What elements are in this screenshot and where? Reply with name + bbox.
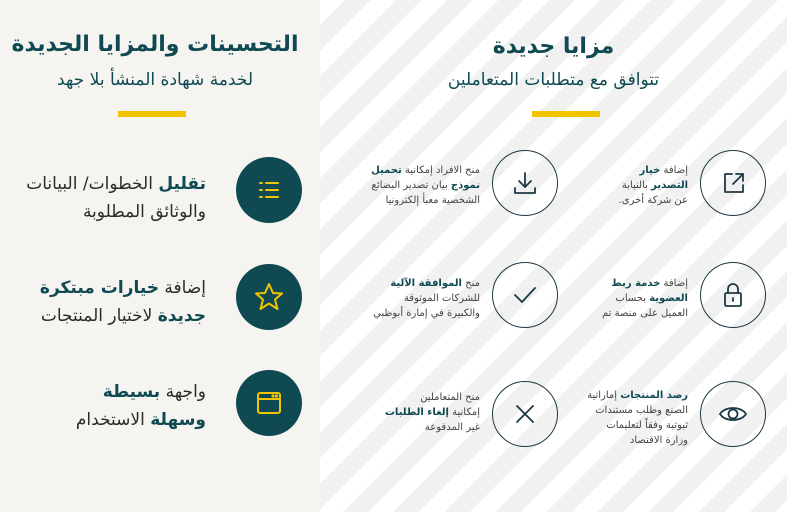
download-bold: تحميل: [371, 165, 402, 176]
left-panel: [0, 0, 320, 512]
export-mid: بالنيابة: [621, 180, 652, 191]
monitor-mid: إماراتية: [587, 390, 621, 401]
eye-icon-ring: [700, 381, 766, 447]
monitor-line3: ثبوتية وفقاً لتعليمات: [606, 420, 688, 431]
download-icon-ring: [492, 150, 558, 216]
innovative-pre: إضافة: [159, 278, 206, 298]
product-monitoring-text: [570, 388, 688, 448]
right-underline: [532, 111, 600, 117]
export-bold2: التصدير: [651, 180, 688, 191]
reduce-steps-text: [0, 170, 206, 226]
auto-approval-text: [350, 276, 480, 321]
export-icon-ring: [700, 150, 766, 216]
star-icon-circle: [236, 264, 302, 330]
right-panel: [320, 0, 787, 512]
check-icon: [510, 280, 540, 310]
simple-bold: بسيطة: [102, 382, 161, 402]
export-bold: خيار: [639, 165, 661, 176]
cancel-requests-text: [350, 390, 480, 435]
list-icon: [254, 175, 284, 205]
lock-icon-ring: [700, 262, 766, 328]
download-bold2: نموذج: [450, 180, 480, 191]
reduce-line2: والوثائق المطلوبة: [82, 202, 206, 222]
lock-icon: [718, 280, 748, 310]
left-underline: [118, 111, 186, 117]
reduce-bold: تقليل: [158, 174, 206, 194]
window-icon-circle: [236, 370, 302, 436]
approval-line2: للشركات الموثوقة: [403, 293, 480, 304]
download-line3: الشخصية معبأ إلكترونيا: [385, 195, 480, 206]
simple-bold2: وسهلة: [150, 410, 206, 430]
check-icon-ring: [492, 262, 558, 328]
membership-pre: إضافة: [660, 278, 688, 289]
export-option-text: [570, 163, 688, 208]
simple-interface-text: [0, 378, 206, 434]
reduce-rest: الخطوات/ البيانات: [26, 174, 159, 194]
simple-pre: واجهة: [160, 382, 206, 402]
membership-line3: العميل على منصة تم: [601, 308, 688, 319]
innovative-options-text: [0, 274, 206, 330]
list-icon-circle: [236, 157, 302, 223]
innovative-bold2: جديدة: [157, 306, 206, 326]
export-icon: [718, 168, 748, 198]
x-icon: [510, 399, 540, 429]
approval-line3: والكبيرة في إمارة أبوظبي: [373, 308, 480, 319]
innovative-bold: خيارات مبتكرة: [39, 278, 160, 298]
membership-link-text: [570, 276, 688, 321]
cancel-bold: إلغاء الطلبات: [384, 407, 449, 418]
left-subtitle: لخدمة شهادة المنشأ بلا جهد: [57, 70, 253, 90]
left-title: التحسينات والمزايا الجديدة: [11, 32, 299, 57]
export-pre: إضافة: [660, 165, 688, 176]
monitor-line2: الصنع وطلب مستندات: [595, 405, 688, 416]
download-icon: [510, 168, 540, 198]
cancel-line2a: إمكانية: [448, 407, 480, 418]
star-icon: [252, 280, 286, 314]
cancel-line3: غير المدفوعة: [424, 422, 480, 433]
download-form-text: [350, 163, 480, 208]
eye-icon: [717, 398, 749, 430]
monitor-line4: وزارة الاقتصاد: [629, 435, 688, 446]
cancel-pre: منح المتعاملين: [420, 392, 480, 403]
right-title: مزايا جديدة: [492, 34, 615, 59]
monitor-bold: رصد المنتجات: [620, 390, 688, 401]
export-line3: عن شركة أخرى.: [618, 195, 688, 206]
membership-bold2: العضوية: [649, 293, 688, 304]
right-subtitle: تتوافق مع متطلبات المتعاملين: [447, 70, 660, 90]
approval-bold: الموافقة الآلية: [390, 278, 462, 289]
x-icon-ring: [492, 381, 558, 447]
approval-pre: منح: [461, 278, 480, 289]
membership-mid: بحساب: [615, 293, 650, 304]
simple-line2: الاستخدام: [75, 410, 151, 430]
window-icon: [253, 387, 285, 419]
innovative-line2: لاختيار المنتجات: [40, 306, 158, 326]
membership-bold: خدمة ربط: [611, 278, 661, 289]
download-mid: بيان تصدير البضائع: [371, 180, 451, 191]
download-pre: منح الافراد إمكانية: [401, 165, 480, 176]
